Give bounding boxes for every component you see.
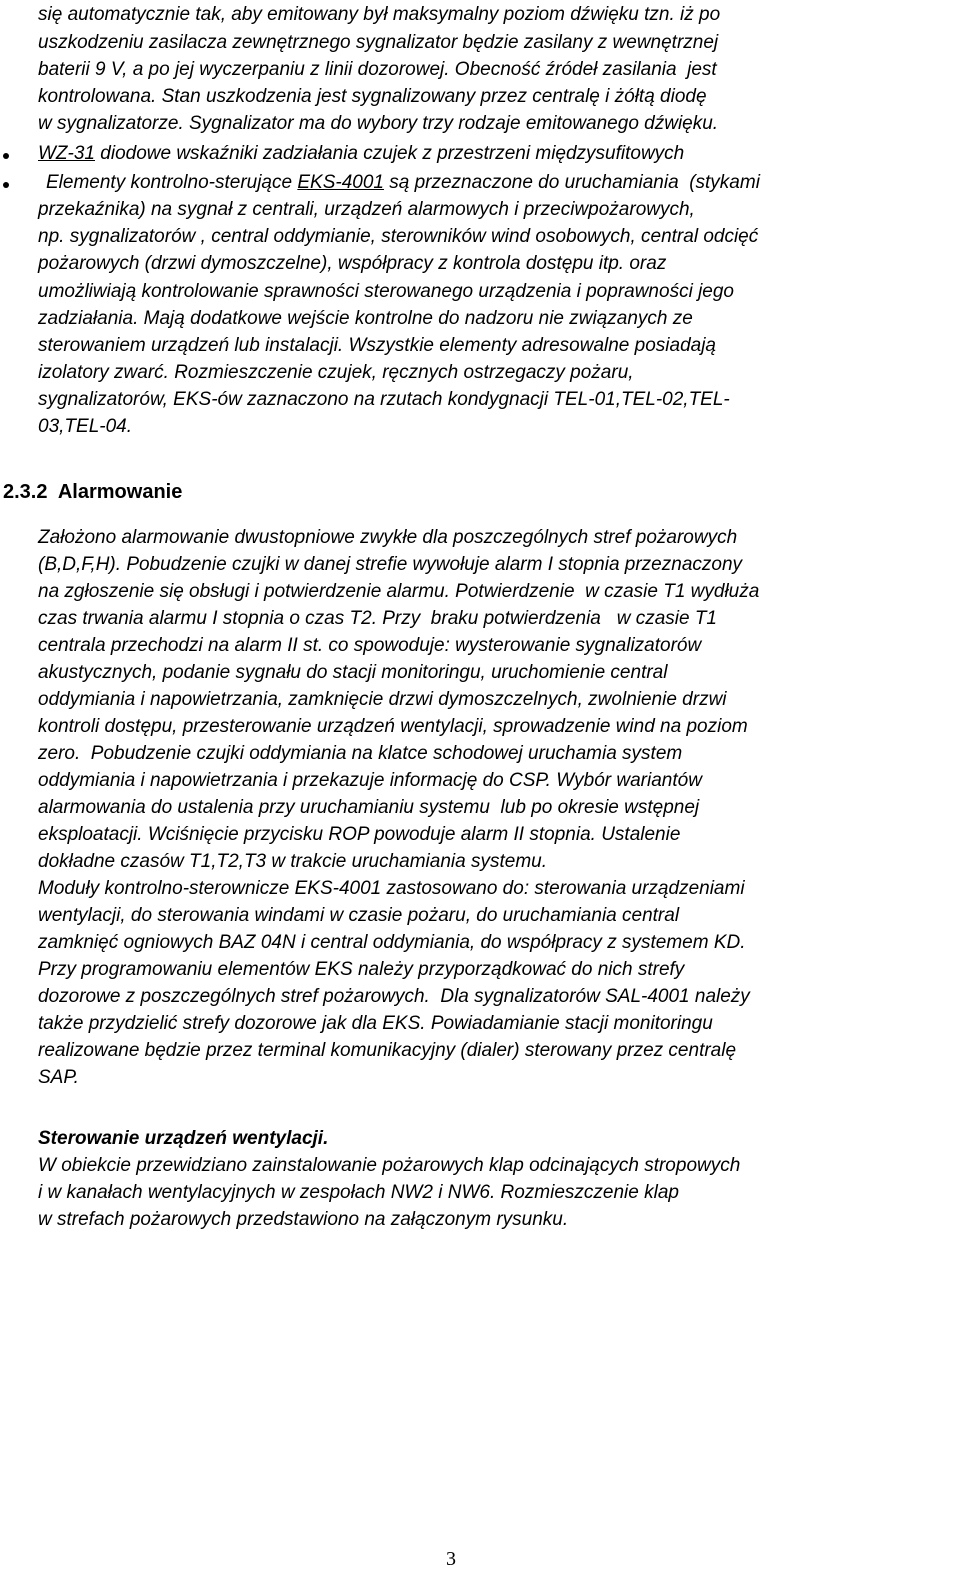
paragraph-line: przekaźnika) na sygnał z centrali, urządzeń alarmowych i przeciwpożarowych, xyxy=(38,199,695,220)
paragraph-line: dokładne czasów T1,T2,T3 w trakcie uruchamiania systemu. xyxy=(38,851,547,872)
paragraph-line: centrala przechodzi na alarm II st. co spowoduje: wysterowanie sygnalizatorów xyxy=(38,635,702,656)
paragraph-line: także przydzielić strefy dozorowe jak dla EKS. Powiadamianie stacji monitoringu xyxy=(38,1013,713,1034)
paragraph-line: kontroli dostępu, przesterowanie urządzeń wentylacji, sprowadzenie wind na poziom xyxy=(38,716,748,737)
eks-text-pre: Elementy kontrolno-sterujące xyxy=(46,172,298,193)
paragraph-line: uszkodzeniu zasilacza zewnętrznego sygnalizator będzie zasilany z wewnętrznej xyxy=(38,32,719,53)
paragraph-line: się automatycznie tak, aby emitowany był maksymalny poziom dźwięku tzn. iż po xyxy=(38,4,721,25)
paragraph-line: SAP. xyxy=(38,1067,79,1088)
paragraph-line: kontrolowana. Stan uszkodzenia jest sygnalizowany przez centralę i żółtą diodę xyxy=(38,86,707,107)
paragraph-line: zadziałania. Mają dodatkowe wejście kontrolne do nadzoru nie związanych ze xyxy=(38,308,693,329)
paragraph-line: w sygnalizatorze. Sygnalizator ma do wybory trzy rodzaje emitowanego dźwięku. xyxy=(38,113,719,134)
paragraph-line: w strefach pożarowych przedstawiono na załączonym rysunku. xyxy=(38,1209,569,1230)
section-title: Alarmowanie xyxy=(57,481,183,503)
wz31-code: WZ-31 xyxy=(38,143,95,164)
paragraph-line: pożarowych (drzwi dymoszczelne), współpracy z kontrola dostępu itp. oraz xyxy=(38,253,667,274)
section-number: 2.3.2 xyxy=(3,481,48,503)
paragraph-line: zero. Pobudzenie czujki oddymiania na klatce schodowej uruchamia system xyxy=(38,743,683,764)
bullet-item-eks xyxy=(46,170,760,196)
wz31-text: diodowe wskaźniki zadziałania czujek z przestrzeni międzysufitowych xyxy=(95,143,685,164)
eks-code: EKS-4001 xyxy=(297,172,384,193)
bullet-item-wz31 xyxy=(38,141,684,167)
paragraph-line: alarmowania do ustalenia przy uruchamianiu systemu lub po okresie wstępnej xyxy=(38,797,700,818)
paragraph-line: na zgłoszenie się obsługi i potwierdzenie alarmu. Potwierdzenie w czasie T1 wydłuża xyxy=(38,581,760,602)
paragraph-line: np. sygnalizatorów , central oddymianie, sterowników wind osobowych, central odcięć xyxy=(38,226,759,247)
bullet-icon xyxy=(3,153,9,159)
paragraph-line: umożliwiają kontrolowanie sprawności sterowanego urządzenia i poprawności jego xyxy=(38,281,734,302)
paragraph-line: Moduły kontrolno-sterownicze EKS-4001 zastosowano do: sterowania urządzeniami xyxy=(38,878,745,899)
paragraph-line: czas trwania alarmu I stopnia o czas T2. Przy braku potwierdzenia w czasie T1 xyxy=(38,608,717,629)
paragraph-line: 03,TEL-04. xyxy=(38,416,132,437)
paragraph-line: zamknięć ogniowych BAZ 04N i central oddymiania, do współpracy z systemem KD. xyxy=(38,932,746,953)
page-number: 3 xyxy=(446,1548,456,1570)
paragraph-line: i w kanałach wentylacyjnych w zespołach NW2 i NW6. Rozmieszczenie klap xyxy=(38,1182,679,1203)
section-heading xyxy=(3,479,182,505)
bullet-icon xyxy=(3,182,9,188)
paragraph-line: Przy programowaniu elementów EKS należy przyporządkować do nich strefy xyxy=(38,959,685,980)
paragraph-line: oddymiania i napowietrzania i przekazuje informację do CSP. Wybór wariantów xyxy=(38,770,702,791)
paragraph-line: sygnalizatorów, EKS-ów zaznaczono na rzutach kondygnacji TEL-01,TEL-02,TEL- xyxy=(38,389,730,410)
paragraph-line: baterii 9 V, a po jej wyczerpaniu z linii dozorowej. Obecność źródeł zasilania jest xyxy=(38,59,717,80)
ventilation-heading: Sterowanie urządzeń wentylacji. xyxy=(38,1128,329,1149)
eks-text-post: są przeznaczone do uruchamiania (stykami xyxy=(383,172,760,193)
paragraph-line: wentylacji, do sterowania windami w czasie pożaru, do uruchamiania central xyxy=(38,905,680,926)
paragraph-line: oddymiania i napowietrzania, zamknięcie drzwi dymoszczelnych, zwolnienie drzwi xyxy=(38,689,727,710)
paragraph-line: akustycznych, podanie sygnału do stacji monitoringu, uruchomienie central xyxy=(38,662,668,683)
paragraph-line: eksploatacji. Wciśnięcie przycisku ROP powoduje alarm II stopnia. Ustalenie xyxy=(38,824,681,845)
paragraph-line: Założono alarmowanie dwustopniowe zwykłe dla poszczególnych stref pożarowych xyxy=(38,527,738,548)
paragraph-line: sterowaniem urządzeń lub instalacji. Wszystkie elementy adresowalne posiadają xyxy=(38,335,716,356)
paragraph-line: izolatory zwarć. Rozmieszczenie czujek, ręcznych ostrzegaczy pożaru, xyxy=(38,362,634,383)
paragraph-line: realizowane będzie przez terminal komunikacyjny (dialer) sterowany przez centralę xyxy=(38,1040,737,1061)
paragraph-line: (B,D,F,H). Pobudzenie czujki w danej strefie wywołuje alarm I stopnia przeznaczony xyxy=(38,554,743,575)
paragraph-line: dozorowe z poszczególnych stref pożarowych. Dla sygnalizatorów SAL-4001 należy xyxy=(38,986,750,1007)
paragraph-line: W obiekcie przewidziano zainstalowanie pożarowych klap odcinających stropowych xyxy=(38,1155,741,1176)
